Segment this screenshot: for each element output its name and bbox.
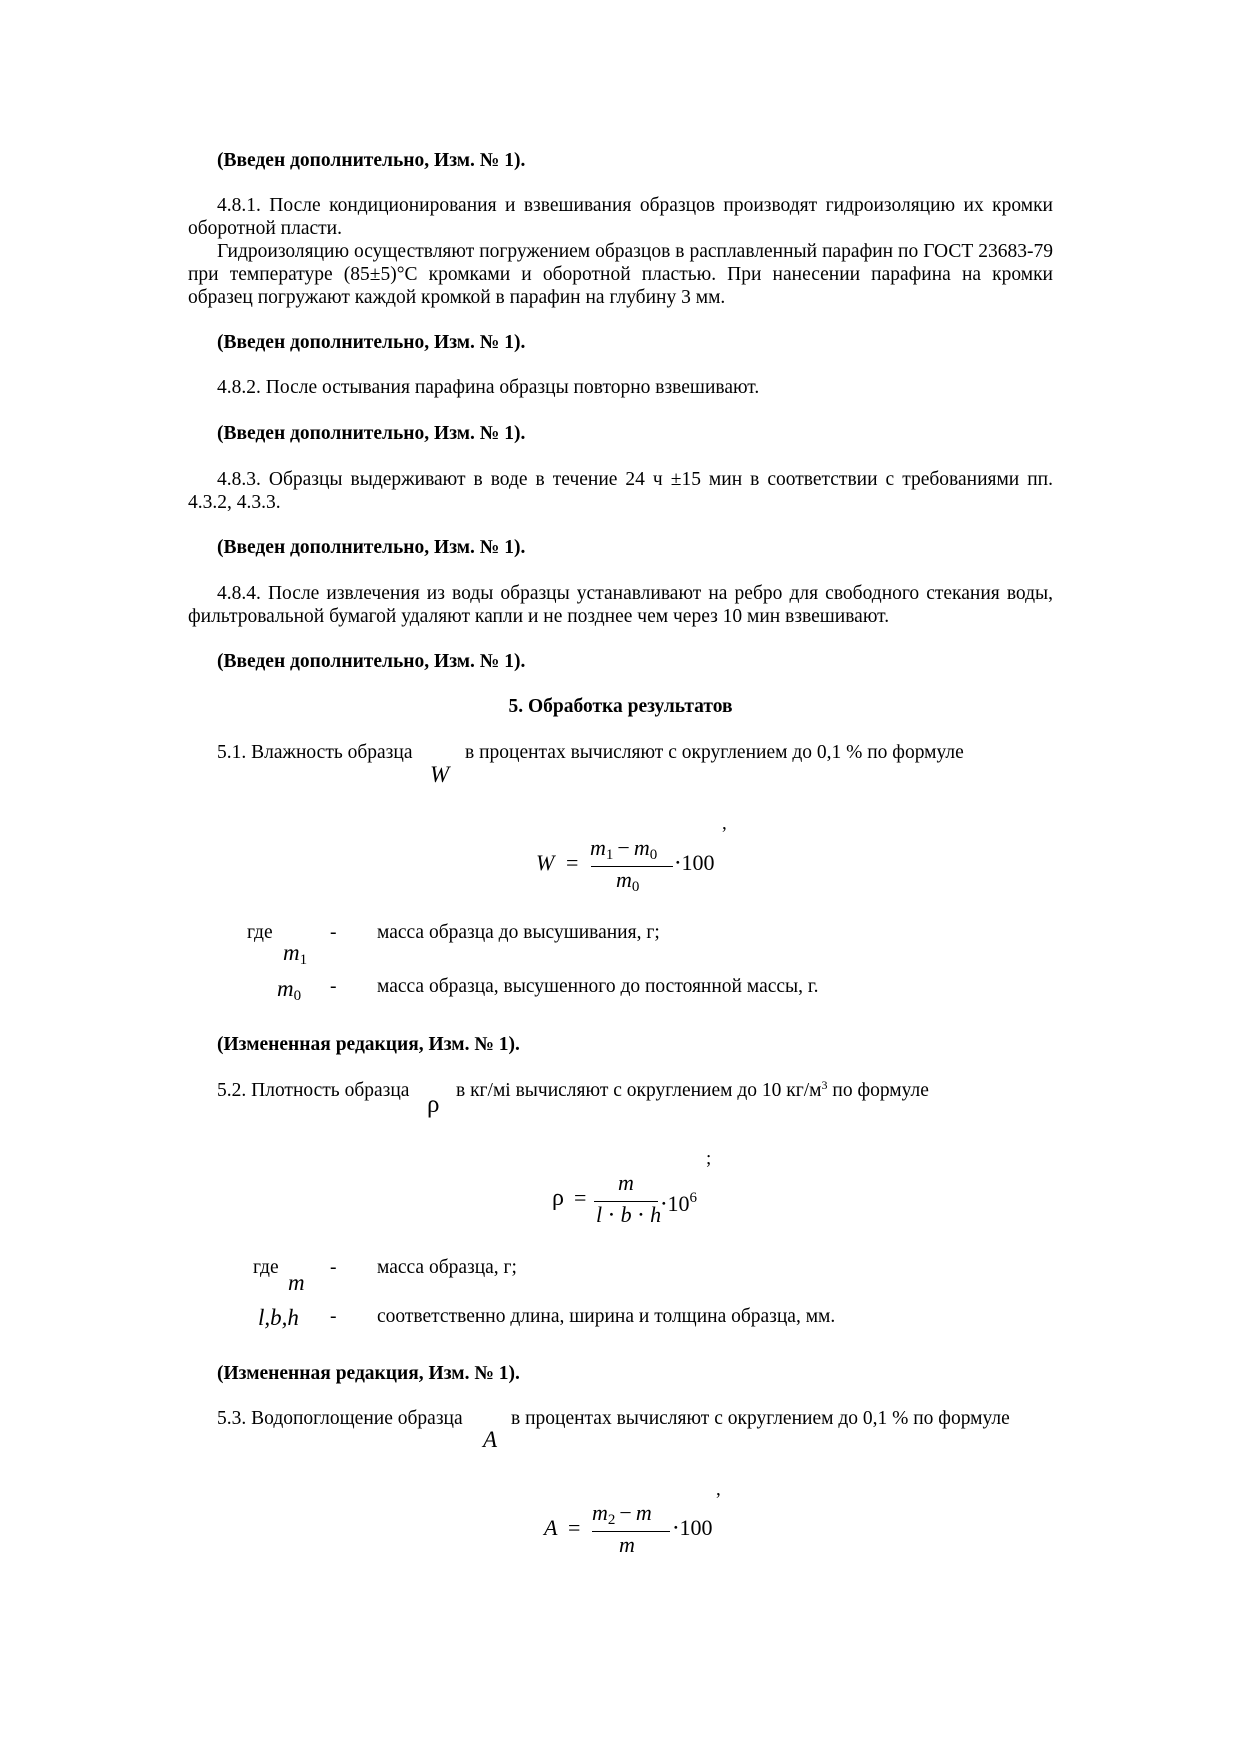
paragraph-5-2: 5.2. Плотность образца [217,1080,410,1101]
amendment-note: (Измененная редакция, Изм. № 1). [217,1363,520,1384]
definition-dash: - [330,922,337,943]
variable-a: A [483,1427,498,1452]
formula-multiplier: $\cdot 10^6$ [660,1190,698,1216]
amendment-note: (Измененная редакция, Изм. № 1). [217,1034,520,1055]
definition-dash: - [330,1306,337,1327]
formula-lhs: A [544,1515,558,1540]
formula-equals: = [566,850,579,875]
amendment-note: (Введен дополнительно, Изм. № 1). [217,332,526,353]
amendment-note: (Введен дополнительно, Изм. № 1). [217,537,526,558]
where-label: где [247,922,273,943]
section-heading: 5. Обработка результатов [508,696,733,717]
formula-water-absorption [544,1500,734,1570]
paragraph-5-3-tail: в процентах вычисляют с округлением до 0,1 % по формуле [511,1408,1010,1429]
formula-numerator: $m_2 - m$ [592,1500,652,1528]
variable-m1: m1 [283,940,308,968]
paragraph-4-8-4: 4.8.4. После извлечения из воды образцы устанавливают на ребро для свободного стекания воды, фильтровальной бумагой удаляют капли и не позднее чем через 10 мин взвешивают. [188,583,1053,627]
formula-multiplier: ⋅100 [672,1515,713,1540]
formula-punctuation: , [716,1479,721,1500]
definition-text: масса образца до высушивания, г; [377,922,660,943]
definition-text: масса образца, высушенного до постоянной массы, г. [377,976,819,997]
amendment-note: (Введен дополнительно, Изм. № 1). [217,150,526,171]
paragraph-5-2-tail: в кг/мі вычисляют с округлением до 10 $кг/м^3$ по формуле [456,1078,929,1101]
formula-punctuation: ; [706,1148,712,1169]
formula-moisture [536,835,736,905]
definition-dash: - [330,976,337,997]
paragraph-4-8-2: 4.8.2. После остывания парафина образцы повторно взвешивают. [217,377,760,398]
variable-m: m [288,1270,305,1295]
formula-denominator: m [619,1532,635,1557]
paragraph-4-8-3: 4.8.3. Образцы выдерживают в воде в течение 24 ч ±15 мин в соответствии с требованиями пп. 4.3.2, 4.3.3. [188,469,1053,513]
variable-lbh: l,b,h [258,1305,299,1330]
amendment-note: (Введен дополнительно, Изм. № 1). [217,423,526,444]
formula-equals: = [574,1185,587,1210]
amendment-note: (Введен дополнительно, Изм. № 1). [217,651,526,672]
formula-lhs: ρ [552,1185,564,1211]
document-page [188,0,1053,1755]
paragraph-5-1-tail: в процентах вычисляют с округлением до 0,1 % по формуле [465,742,964,763]
formula-denominator: $m_0$ [616,867,640,895]
variable-rho: ρ [427,1091,440,1118]
formula-numerator: $m_1 - m_0$ [590,835,658,863]
definition-text: соответственно длина, ширина и толщина образца, мм. [377,1306,836,1327]
formula-denominator: l ⋅ b ⋅ h [596,1202,662,1227]
paragraph-5-1: 5.1. Влажность образца [217,742,413,763]
formula-density [552,1170,732,1240]
formula-multiplier: ⋅100 [674,850,715,875]
formula-lhs: W [536,850,555,875]
variable-m0: m0 [277,976,302,1004]
paragraph-4-8-1: 4.8.1. После кондиционирования и взвешивания образцов производят гидроизоляцию их кромки оборотной пласти. [188,195,1053,239]
formula-equals: = [568,1515,581,1540]
definition-text: масса образца, г; [377,1257,517,1278]
paragraph-4-8-1-cont: Гидроизоляцию осуществляют погружением образцов в расплавленный парафин по ГОСТ 23683-79 при температуре (85±5)°С кромками и оборотной пластью. При нанесении парафина на кромки образец погружают каждой кромкой в парафин на глубину 3 мм. [188,241,1053,308]
variable-w: W [430,762,450,787]
formula-numerator: m [618,1170,634,1195]
definition-dash: - [330,1257,337,1278]
formula-punctuation: , [722,813,727,834]
paragraph-5-3: 5.3. Водопоглощение образца [217,1408,463,1429]
where-label: где [253,1257,279,1278]
